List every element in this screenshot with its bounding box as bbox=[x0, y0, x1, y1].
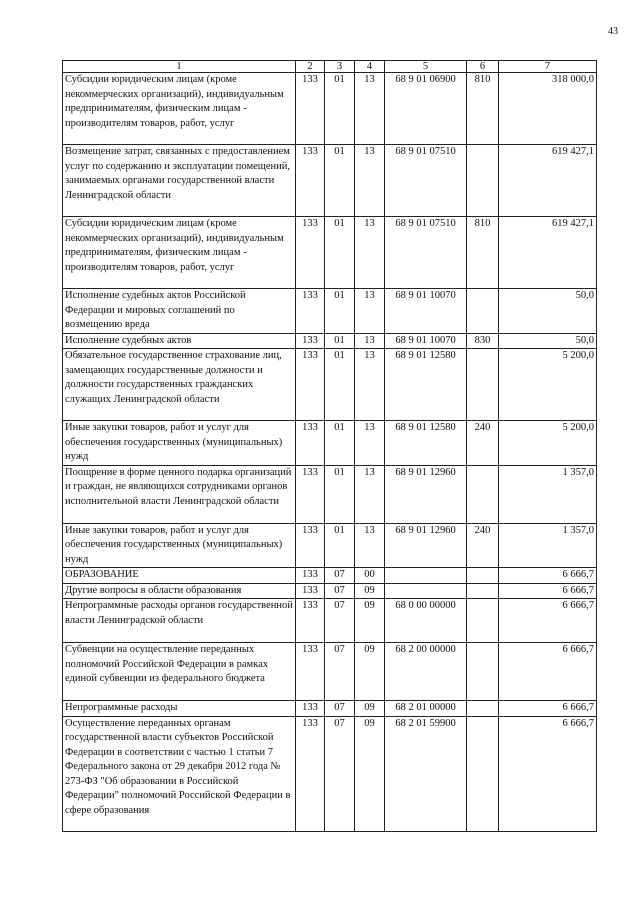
row-name-cell: Исполнение судебных актов Российской Федерации и мировых соглашений по возмещению вреда bbox=[63, 289, 296, 334]
row-expense-type-cell: 830 bbox=[467, 333, 499, 349]
row-code-cell: 133 bbox=[296, 349, 325, 421]
row-section-cell: 01 bbox=[325, 333, 355, 349]
row-target-article-cell bbox=[385, 568, 467, 584]
row-section-cell: 07 bbox=[325, 583, 355, 599]
row-subsection-cell: 13 bbox=[355, 217, 385, 289]
table-header-row bbox=[63, 61, 597, 73]
table-row bbox=[63, 465, 597, 523]
table-row bbox=[63, 643, 597, 701]
row-subsection-cell: 09 bbox=[355, 599, 385, 643]
row-code-cell: 133 bbox=[296, 333, 325, 349]
row-name-cell: Исполнение судебных актов bbox=[63, 333, 296, 349]
row-code-cell: 133 bbox=[296, 583, 325, 599]
header-col-4: 4 bbox=[355, 61, 385, 73]
row-expense-type-cell bbox=[467, 145, 499, 217]
row-target-article-cell: 68 0 00 00000 bbox=[385, 599, 467, 643]
row-expense-type-cell bbox=[467, 701, 499, 717]
row-subsection-cell: 13 bbox=[355, 333, 385, 349]
row-expense-type-cell bbox=[467, 583, 499, 599]
row-subsection-cell: 13 bbox=[355, 421, 385, 466]
table-row bbox=[63, 421, 597, 466]
row-subsection-cell: 13 bbox=[355, 465, 385, 523]
row-code-cell: 133 bbox=[296, 217, 325, 289]
table-row bbox=[63, 701, 597, 717]
row-target-article-cell: 68 9 01 07510 bbox=[385, 217, 467, 289]
row-expense-type-cell: 240 bbox=[467, 421, 499, 466]
row-target-article-cell: 68 9 01 12580 bbox=[385, 421, 467, 466]
row-name-cell: Другие вопросы в области образования bbox=[63, 583, 296, 599]
row-name-cell: Возмещение затрат, связанных с предоставлением услуг по содержанию и эксплуатации помещений, занимаемых органами государственной власти Ленинградской области bbox=[63, 145, 296, 217]
row-expense-type-cell bbox=[467, 599, 499, 643]
table-row bbox=[63, 523, 597, 568]
row-subsection-cell: 13 bbox=[355, 349, 385, 421]
header-col-6: 6 bbox=[467, 61, 499, 73]
row-target-article-cell: 68 9 01 07510 bbox=[385, 145, 467, 217]
row-amount-cell: 6 666,7 bbox=[499, 568, 597, 584]
row-name-cell: Субсидии юридическим лицам (кроме некоммерческих организаций), индивидуальным предпринимателям, физическим лицам - производителям товаров, работ, услуг bbox=[63, 217, 296, 289]
row-code-cell: 133 bbox=[296, 73, 325, 145]
row-target-article-cell: 68 9 01 06900 bbox=[385, 73, 467, 145]
row-target-article-cell: 68 9 01 10070 bbox=[385, 289, 467, 334]
row-name-cell: ОБРАЗОВАНИЕ bbox=[63, 568, 296, 584]
row-subsection-cell: 09 bbox=[355, 716, 385, 831]
row-code-cell: 133 bbox=[296, 465, 325, 523]
table-row bbox=[63, 599, 597, 643]
row-subsection-cell: 00 bbox=[355, 568, 385, 584]
header-col-3: 3 bbox=[325, 61, 355, 73]
row-section-cell: 01 bbox=[325, 349, 355, 421]
row-expense-type-cell bbox=[467, 716, 499, 831]
row-name-cell: Непрограммные расходы bbox=[63, 701, 296, 717]
row-subsection-cell: 13 bbox=[355, 523, 385, 568]
row-subsection-cell: 09 bbox=[355, 583, 385, 599]
header-col-7: 7 bbox=[499, 61, 597, 73]
row-amount-cell: 6 666,7 bbox=[499, 716, 597, 831]
row-code-cell: 133 bbox=[296, 599, 325, 643]
table-row bbox=[63, 716, 597, 831]
row-section-cell: 07 bbox=[325, 643, 355, 701]
row-amount-cell: 50,0 bbox=[499, 289, 597, 334]
row-target-article-cell: 68 2 01 59900 bbox=[385, 716, 467, 831]
row-amount-cell: 619 427,1 bbox=[499, 217, 597, 289]
row-section-cell: 07 bbox=[325, 599, 355, 643]
row-amount-cell: 50,0 bbox=[499, 333, 597, 349]
table-row bbox=[63, 145, 597, 217]
page-number: 43 bbox=[608, 26, 618, 37]
table-row bbox=[63, 333, 597, 349]
row-section-cell: 07 bbox=[325, 701, 355, 717]
row-expense-type-cell bbox=[467, 289, 499, 334]
table-row bbox=[63, 73, 597, 145]
row-expense-type-cell: 240 bbox=[467, 523, 499, 568]
row-code-cell: 133 bbox=[296, 421, 325, 466]
row-name-cell: Обязательное государственное страхование лиц, замещающих государственные должности и должности государственных гражданских служащих Ленинградской области bbox=[63, 349, 296, 421]
table-row bbox=[63, 217, 597, 289]
row-target-article-cell: 68 9 01 12960 bbox=[385, 465, 467, 523]
row-amount-cell: 6 666,7 bbox=[499, 599, 597, 643]
row-name-cell: Субвенции на осуществление переданных полномочий Российской Федерации в рамках единой субвенции из федерального бюджета bbox=[63, 643, 296, 701]
row-name-cell: Поощрение в форме ценного подарка организаций и граждан, не являющихся сотрудниками органов исполнительной власти Ленинградской области bbox=[63, 465, 296, 523]
table-row bbox=[63, 583, 597, 599]
row-expense-type-cell bbox=[467, 465, 499, 523]
row-expense-type-cell: 810 bbox=[467, 217, 499, 289]
budget-table bbox=[62, 60, 597, 832]
table-row bbox=[63, 568, 597, 584]
row-target-article-cell: 68 2 00 00000 bbox=[385, 643, 467, 701]
row-amount-cell: 619 427,1 bbox=[499, 145, 597, 217]
header-col-2: 2 bbox=[296, 61, 325, 73]
row-expense-type-cell bbox=[467, 349, 499, 421]
row-name-cell: Иные закупки товаров, работ и услуг для обеспечения государственных (муниципальных) нужд bbox=[63, 523, 296, 568]
row-target-article-cell bbox=[385, 583, 467, 599]
row-code-cell: 133 bbox=[296, 289, 325, 334]
row-target-article-cell: 68 2 01 00000 bbox=[385, 701, 467, 717]
row-target-article-cell: 68 9 01 12960 bbox=[385, 523, 467, 568]
row-amount-cell: 1 357,0 bbox=[499, 523, 597, 568]
row-section-cell: 01 bbox=[325, 73, 355, 145]
row-amount-cell: 1 357,0 bbox=[499, 465, 597, 523]
row-subsection-cell: 13 bbox=[355, 145, 385, 217]
row-code-cell: 133 bbox=[296, 643, 325, 701]
row-amount-cell: 6 666,7 bbox=[499, 583, 597, 599]
row-subsection-cell: 09 bbox=[355, 643, 385, 701]
row-subsection-cell: 09 bbox=[355, 701, 385, 717]
row-expense-type-cell bbox=[467, 643, 499, 701]
header-col-1: 1 bbox=[63, 61, 296, 73]
row-name-cell: Осуществление переданных органам государственной власти субъектов Российской Федерации в соответствии с частью 1 статьи 7 Федерального закона от 29 декабря 2012 года № 273-ФЗ "Об образовании в Российской Федерации" полномочий Российской Федерации в сфере образования bbox=[63, 716, 296, 831]
row-section-cell: 01 bbox=[325, 145, 355, 217]
header-col-5: 5 bbox=[385, 61, 467, 73]
table-row bbox=[63, 349, 597, 421]
row-amount-cell: 318 000,0 bbox=[499, 73, 597, 145]
row-target-article-cell: 68 9 01 10070 bbox=[385, 333, 467, 349]
row-name-cell: Иные закупки товаров, работ и услуг для обеспечения государственных (муниципальных) нужд bbox=[63, 421, 296, 466]
row-amount-cell: 6 666,7 bbox=[499, 701, 597, 717]
row-code-cell: 133 bbox=[296, 568, 325, 584]
row-subsection-cell: 13 bbox=[355, 73, 385, 145]
row-code-cell: 133 bbox=[296, 701, 325, 717]
row-code-cell: 133 bbox=[296, 145, 325, 217]
row-section-cell: 01 bbox=[325, 421, 355, 466]
row-subsection-cell: 13 bbox=[355, 289, 385, 334]
row-section-cell: 01 bbox=[325, 289, 355, 334]
row-amount-cell: 5 200,0 bbox=[499, 349, 597, 421]
row-amount-cell: 6 666,7 bbox=[499, 643, 597, 701]
row-code-cell: 133 bbox=[296, 716, 325, 831]
row-amount-cell: 5 200,0 bbox=[499, 421, 597, 466]
row-section-cell: 07 bbox=[325, 716, 355, 831]
row-name-cell: Субсидии юридическим лицам (кроме некоммерческих организаций), индивидуальным предпринимателям, физическим лицам - производителям товаров, работ, услуг bbox=[63, 73, 296, 145]
table-row bbox=[63, 289, 597, 334]
row-section-cell: 01 bbox=[325, 523, 355, 568]
row-expense-type-cell: 810 bbox=[467, 73, 499, 145]
row-target-article-cell: 68 9 01 12580 bbox=[385, 349, 467, 421]
row-name-cell: Непрограммные расходы органов государственной власти Ленинградской области bbox=[63, 599, 296, 643]
row-section-cell: 07 bbox=[325, 568, 355, 584]
row-code-cell: 133 bbox=[296, 523, 325, 568]
row-expense-type-cell bbox=[467, 568, 499, 584]
row-section-cell: 01 bbox=[325, 217, 355, 289]
row-section-cell: 01 bbox=[325, 465, 355, 523]
